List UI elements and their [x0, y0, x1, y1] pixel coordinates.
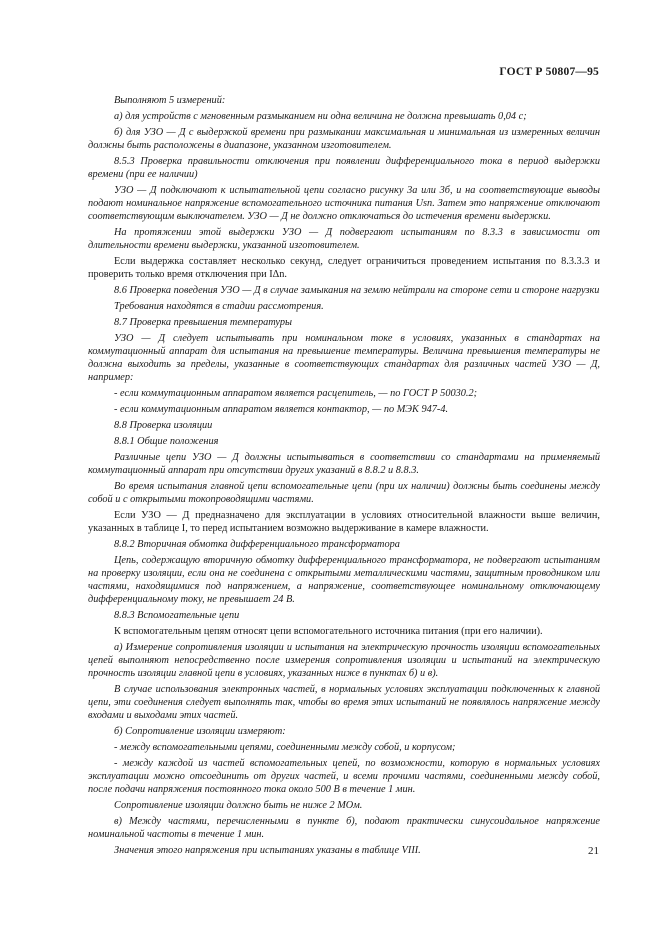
paragraph: Выполняют 5 измерений: — [114, 95, 226, 106]
paragraph: К вспомогательным цепям относят цепи вспомогательного источника питания (при его наличии). — [114, 626, 543, 637]
paragraph: б) для УЗО — Д с выдержкой времени при размыкании максимальная и минимальная из измеренных величин должны быть расположены в диапазоне, указанном изготовителем. — [88, 127, 600, 151]
paragraph: Если выдержка составляет несколько секунд, следует ограничиться проведением испытания по 8.3.3.3 и проверить только время отключения при IΔn. — [88, 256, 600, 280]
paragraph: Сопротивление изоляции должно быть не ниже 2 МОм. — [114, 800, 363, 811]
paragraph: Значения этого напряжения при испытаниях указаны в таблице VIII. — [114, 845, 421, 856]
paragraph: Цепь, содержащую вторичную обмотку дифференциального трансформатора, не подвергают испытаниям на проверку изоляции, если она не соединена с открытыми металлическими частями, защитным проводником или частями, находящимися под напряжением, а напряжение, соответствующее номинальному отключающему дифференциальному току, не превышает 24 В. — [88, 555, 600, 605]
paragraph: 8.8.1 Общие положения — [114, 436, 219, 447]
paragraph: в) Между частями, перечисленными в пункте б), подают практически синусоидальное напряжение номинальной частоты в течение 1 мин. — [88, 816, 600, 840]
paragraph: Различные цепи УЗО — Д должны испытываться в соответствии со стандартами на применяемый коммутационный аппарат при отсутствии других указаний в 8.8.2 и 8.8.3. — [88, 452, 600, 476]
paragraph: Требования находятся в стадии рассмотрения. — [114, 301, 324, 312]
paragraph: УЗО — Д следует испытывать при номинальном токе в условиях, указанных в стандартах на коммутационный аппарат для испытания на превышение температуры. Величина превышения температуры не должна выходить за пределы, указанные в соответствующих стандартах для различных частей УЗО — Д, например: — [88, 333, 600, 383]
paragraph: а) Измерение сопротивления изоляции и испытания на электрическую прочность изоляции вспомогательных цепей выполняют непосредственно после измерения сопротивления изоляции и испытаний на электрическую прочность изоляции главной цепи в условиях, указанных ниже в пунктах б) и в). — [88, 642, 600, 679]
paragraph: 8.6 Проверка поведения УЗО — Д в случае замыкания на землю нейтрали на стороне сети и стороне нагрузки — [114, 285, 600, 296]
paragraph: На протяжении этой выдержки УЗО — Д подвергают испытаниям по 8.3.3 в зависимости от длительности времени выдержки, указанной изготовителем. — [88, 227, 600, 251]
paragraph: 8.8.3 Вспомогательные цепи — [114, 610, 240, 621]
paragraph: УЗО — Д подключают к испытательной цепи согласно рисунку 3а или 3б, и на соответствующие выводы подают номинальное напряжение вспомогательного источника питания Usn. Затем это напряжение отключают соответствующим выключателем. УЗО — Д не должно отключаться до истечения времени выдержки. — [88, 185, 600, 222]
paragraph: - между вспомогательными цепями, соединенными между собой, и корпусом; — [114, 742, 456, 753]
paragraph: а) для устройств с мгновенным размыканием ни одна величина не должна превышать 0,04 с; — [114, 111, 527, 122]
paragraph: - между каждой из частей вспомогательных цепей, по возможности, которую в нормальных условиях эксплуатации можно отсоединить от других частей, и всеми прочими частями, соединенными между собой, после подачи напряжения постоянного тока около 500 В в течение 1 мин. — [88, 758, 600, 795]
paragraph: 8.8 Проверка изоляции — [114, 420, 213, 431]
paragraph: Во время испытания главной цепи вспомогательные цепи (при их наличии) должны быть соединены между собой и с открытыми токопроводящими частями. — [88, 481, 600, 505]
page-number: 21 — [588, 845, 599, 857]
paragraph: б) Сопротивление изоляции измеряют: — [114, 726, 286, 737]
document-body — [88, 94, 600, 860]
paragraph: Если УЗО — Д предназначено для эксплуатации в условиях относительной влажности выше величин, указанных в таблице I, то перед испытанием возможно выдерживание в камере влажности. — [88, 510, 600, 534]
paragraph: - если коммутационным аппаратом является контактор, — по МЭК 947-4. — [114, 404, 449, 415]
paragraph: 8.7 Проверка превышения температуры — [114, 317, 292, 328]
paragraph: - если коммутационным аппаратом является расцепитель, — по ГОСТ Р 50030.2; — [114, 388, 478, 399]
paragraph: 8.8.2 Вторичная обмотка дифференциального трансформатора — [114, 539, 400, 550]
document-id-header: ГОСТ Р 50807—95 — [499, 66, 599, 78]
paragraph: 8.5.3 Проверка правильности отключения при появлении дифференциального тока в период выдержки времени (при ее наличии) — [88, 156, 600, 180]
paragraph: В случае использования электронных частей, в нормальных условиях эксплуатации подключенных к главной цепи, эти соединения следует выполнять так, чтобы во время этих испытаний не появлялось напряжение между входами и выходами этих частей. — [88, 684, 600, 721]
